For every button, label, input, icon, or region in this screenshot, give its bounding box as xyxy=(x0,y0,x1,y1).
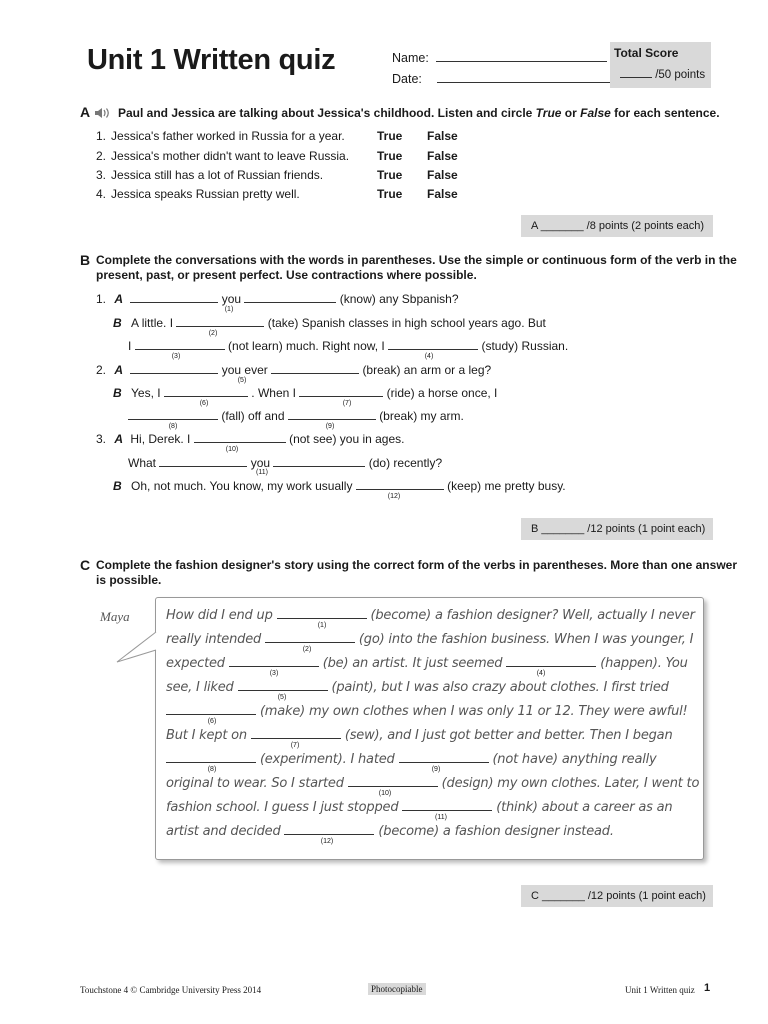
speech-bubble-tail xyxy=(115,628,159,678)
conv2-line-c xyxy=(128,408,464,423)
text: (sew), and I just got better and better. Then I began xyxy=(344,728,673,743)
blank-number: (10) xyxy=(378,790,392,797)
date-field[interactable] xyxy=(437,70,612,83)
date-row xyxy=(392,70,612,86)
blank-number: (5) xyxy=(277,694,287,701)
true-option[interactable]: True xyxy=(377,168,403,182)
blank-5[interactable] xyxy=(130,362,218,374)
text: Yes, I xyxy=(131,386,161,400)
text: (happen). You xyxy=(600,656,688,671)
blank-number: (3) xyxy=(269,670,279,677)
item-text: Jessica speaks Russian pretty well. xyxy=(111,187,300,201)
true-false-item xyxy=(96,168,323,182)
page-number: 1 xyxy=(704,982,711,994)
item-number: 3. xyxy=(96,168,107,182)
date-label: Date: xyxy=(392,72,422,86)
section-c-letter: C xyxy=(80,557,91,573)
item-number: 2. xyxy=(96,149,107,163)
blank-10[interactable] xyxy=(194,431,286,443)
story-line-5 xyxy=(166,703,688,719)
total-score-points xyxy=(620,67,705,81)
text: artist and decided xyxy=(166,824,281,839)
blank-number: (5) xyxy=(237,377,247,384)
true-false-item xyxy=(96,129,345,143)
item-number: 4. xyxy=(96,187,107,201)
item-text: Jessica's father worked in Russia for a year. xyxy=(111,129,345,143)
blank-number: (12) xyxy=(320,838,334,845)
text: (become) a fashion designer? Well, actually I never xyxy=(370,608,695,623)
story-blank-3[interactable] xyxy=(229,655,319,667)
text: (not have) anything really xyxy=(492,752,657,767)
text: you xyxy=(250,456,271,470)
text: (break) an arm or a leg? xyxy=(362,363,492,377)
name-field[interactable] xyxy=(436,49,607,62)
blank-number: (7) xyxy=(290,742,300,749)
text: see, I liked xyxy=(166,680,234,695)
section-c-instructions-1: Complete the fashion designer's story using the correct form of the verbs in parentheses. More than one answer xyxy=(96,558,737,572)
story-blank-4[interactable] xyxy=(506,655,596,667)
conv1-line-a xyxy=(96,291,459,306)
story-line-10 xyxy=(166,823,614,839)
item-number: 1. xyxy=(96,129,107,143)
text: (know) any Sbpanish? xyxy=(339,292,459,306)
footer-photocopiable: Photocopiable xyxy=(368,983,426,995)
conv1-line-c xyxy=(128,338,568,353)
true-option[interactable]: True xyxy=(377,149,403,163)
text: (do) recently? xyxy=(368,456,443,470)
blank-number: (2) xyxy=(302,646,312,653)
blank-5b[interactable] xyxy=(271,362,359,374)
text: (fall) off and xyxy=(221,409,285,423)
story-blank-8[interactable] xyxy=(166,751,256,763)
text: (think) about a career as an xyxy=(496,800,673,815)
text: (experiment). I hated xyxy=(259,752,395,767)
true-option[interactable]: True xyxy=(377,187,403,201)
blank-number: (4) xyxy=(424,353,434,360)
blank-8[interactable] xyxy=(128,408,218,420)
text: Oh, not much. You know, my work usually xyxy=(131,479,353,493)
blank-number: (11) xyxy=(256,469,268,476)
total-score-field[interactable] xyxy=(620,67,652,78)
blank-7[interactable] xyxy=(299,385,383,397)
speaker-a: A xyxy=(114,292,124,306)
text: fashion school. I guess I just stopped xyxy=(166,800,399,815)
item-text: Jessica still has a lot of Russian friends. xyxy=(111,168,324,182)
section-b-instructions-1: Complete the conversations with the words in parentheses. Use the simple or continuous form of the verb in the xyxy=(96,253,737,267)
blank-number: (6) xyxy=(199,400,209,407)
story-line-1 xyxy=(166,607,695,623)
section-b-points: B _______ /12 points (1 point each) xyxy=(521,518,713,540)
story-blank-10[interactable] xyxy=(348,775,438,787)
blank-number: (6) xyxy=(207,718,217,725)
text: (study) Russian. xyxy=(481,339,569,353)
item-number: 1. xyxy=(96,292,107,306)
story-line-2 xyxy=(166,631,693,647)
blank-9[interactable] xyxy=(288,408,376,420)
story-line-6 xyxy=(166,727,673,743)
text: (make) my own clothes when I was only 11 or 12. They were awful! xyxy=(259,704,688,719)
text: you xyxy=(221,292,242,306)
blank-number: (9) xyxy=(431,766,441,773)
blank-4[interactable] xyxy=(388,338,478,350)
false-option[interactable]: False xyxy=(427,187,458,201)
text: I xyxy=(128,339,132,353)
blank-number: (12) xyxy=(387,493,401,500)
section-b-instructions-2: present, past, or present perfect. Use contractions where possible. xyxy=(96,268,477,282)
section-a-instructions: Paul and Jessica are talking about Jessica's childhood. Listen and circle True or False for each sentence. xyxy=(118,106,720,120)
name-row xyxy=(392,49,607,65)
text: (design) my own clothes. Later, I went to xyxy=(441,776,700,791)
blank-number: (3) xyxy=(171,353,181,360)
conv3-line-c xyxy=(113,478,566,493)
blank-1b[interactable] xyxy=(244,291,336,303)
blank-number: (9) xyxy=(325,423,335,430)
text: you ever xyxy=(221,363,268,377)
text: (ride) a horse once, I xyxy=(386,386,498,400)
blank-number: (8) xyxy=(207,766,217,773)
story-line-3 xyxy=(166,655,688,671)
blank-11b[interactable] xyxy=(273,455,365,467)
conv3-line-a xyxy=(96,431,404,446)
text: really intended xyxy=(166,632,262,647)
text: (not learn) much. Right now, I xyxy=(228,339,385,353)
speaker-icon xyxy=(94,106,112,124)
false-option[interactable]: False xyxy=(427,149,458,163)
text: Hi, Derek. I xyxy=(130,432,191,446)
section-a-letter: A xyxy=(80,104,91,120)
blank-6[interactable] xyxy=(164,385,248,397)
story-line-4 xyxy=(166,679,669,695)
speaker-a: A xyxy=(114,432,124,446)
true-false-item xyxy=(96,149,349,163)
text: (paint), but I was also crazy about clothes. I first tried xyxy=(331,680,669,695)
item-text: Jessica's mother didn't want to leave Russia. xyxy=(111,149,350,163)
footer-copyright: Touchstone 4 © Cambridge University Press 2014 xyxy=(80,985,262,995)
section-a-points: A _______ /8 points (2 points each) xyxy=(521,215,713,237)
name-label: Name: xyxy=(392,51,429,65)
story-line-8 xyxy=(166,775,699,791)
blank-number: (2) xyxy=(208,330,218,337)
true-false-item xyxy=(96,187,300,201)
speaker-b: B xyxy=(113,316,122,330)
story-blank-12[interactable] xyxy=(284,823,374,835)
text: (take) Spanish classes in high school years ago. But xyxy=(267,316,546,330)
text: (be) an artist. It just seemed xyxy=(322,656,503,671)
story-line-9 xyxy=(166,799,672,815)
text: original to wear. So I started xyxy=(166,776,344,791)
item-number: 3. xyxy=(96,432,107,446)
speaker-b: B xyxy=(113,479,122,493)
speaker-b: B xyxy=(113,386,122,400)
text: What xyxy=(128,456,157,470)
story-blank-11[interactable] xyxy=(402,799,492,811)
total-score-box xyxy=(610,42,711,88)
blank-1[interactable] xyxy=(130,291,218,303)
item-number: 2. xyxy=(96,363,107,377)
text: (become) a fashion designer instead. xyxy=(378,824,614,839)
blank-number: (11) xyxy=(435,814,447,821)
blank-number: (8) xyxy=(168,423,178,430)
story-blank-1[interactable] xyxy=(277,607,367,619)
story-blank-9[interactable] xyxy=(399,751,489,763)
section-c-points: C _______ /12 points (1 point each) xyxy=(521,885,713,907)
text: (go) into the fashion business. When I was younger, I xyxy=(358,632,694,647)
story-blank-7[interactable] xyxy=(251,727,341,739)
section-c-instructions-2: is possible. xyxy=(96,573,162,587)
story-blank-5[interactable] xyxy=(238,679,328,691)
blank-number: (10) xyxy=(225,446,239,453)
conv3-line-b xyxy=(128,455,442,470)
section-b-letter: B xyxy=(80,252,91,268)
blank-number: (4) xyxy=(536,670,546,677)
text: . When I xyxy=(251,386,296,400)
text: expected xyxy=(166,656,225,671)
speaker-name: Maya xyxy=(100,609,130,624)
conv2-line-a xyxy=(96,362,491,377)
text: How did I end up xyxy=(166,608,273,623)
story-blank-6[interactable] xyxy=(166,703,256,715)
speaker-a: A xyxy=(114,363,124,377)
false-option[interactable]: False xyxy=(427,129,458,143)
text: (keep) me pretty busy. xyxy=(447,479,566,493)
blank-number: (1) xyxy=(224,306,234,313)
blank-12[interactable] xyxy=(356,478,444,490)
story-line-7 xyxy=(166,751,657,767)
total-score-label: Total Score xyxy=(614,46,679,60)
page-title: Unit 1 Written quiz xyxy=(87,44,336,76)
false-option[interactable]: False xyxy=(427,168,458,182)
text: (not see) you in ages. xyxy=(289,432,405,446)
text: (break) my arm. xyxy=(379,409,464,423)
blank-number: (1) xyxy=(317,622,327,629)
total-score-points-text: /50 points xyxy=(655,69,706,81)
true-option[interactable]: True xyxy=(377,129,403,143)
footer-unit: Unit 1 Written quiz xyxy=(625,985,695,995)
text: A little. I xyxy=(131,316,174,330)
conv1-line-b xyxy=(113,315,546,330)
blank-3[interactable] xyxy=(135,338,225,350)
text: But I kept on xyxy=(166,728,247,743)
blank-2[interactable] xyxy=(176,315,264,327)
conv2-line-b xyxy=(113,385,497,400)
blank-11[interactable] xyxy=(159,455,247,467)
blank-number: (7) xyxy=(342,400,352,407)
story-blank-2[interactable] xyxy=(265,631,355,643)
